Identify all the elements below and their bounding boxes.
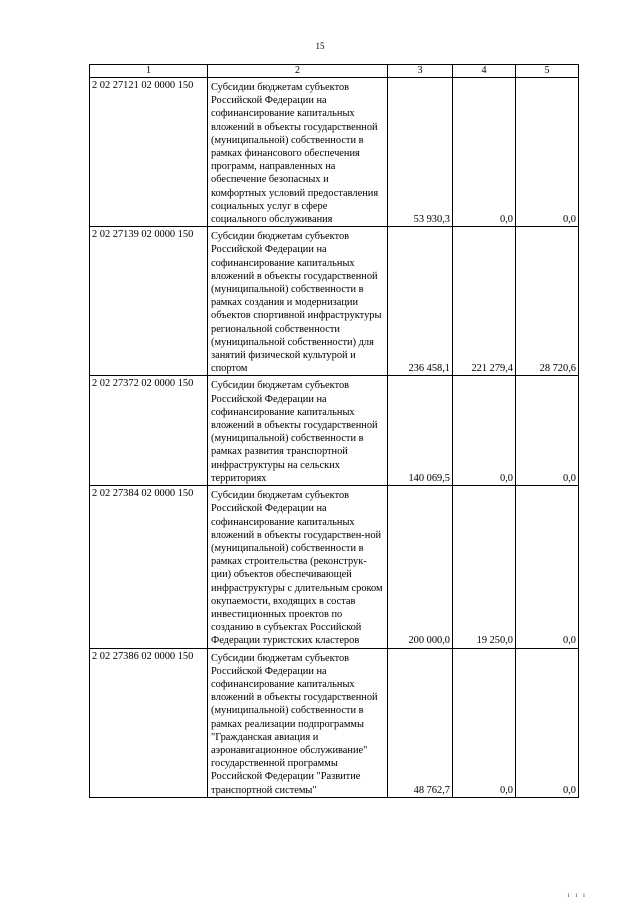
header-col-2: 2 (208, 65, 388, 78)
table-row (90, 78, 579, 227)
amount-col5-cell: 0,0 (516, 486, 579, 648)
header-col-4: 4 (453, 65, 516, 78)
description-cell: Субсидии бюджетам субъектов Российской Федерации на софинансирование капитальных вложений в объекты государствен-ной (муниципальной) собственности в рамках строительства (реконструк-ции) объектов обеспечивающей инфраструктуры с длительным сроком окупаемости, входящих в состав инвестиционных проектов по созданию в субъектах Российской Федерации туристских кластеров (208, 486, 388, 648)
table-row (90, 486, 579, 648)
budget-code-cell: 2 02 27372 02 0000 150 (90, 376, 208, 486)
page-number: 15 (315, 41, 325, 51)
amount-col4-cell: 19 250,0 (453, 486, 516, 648)
header-col-1: 1 (90, 65, 208, 78)
description-cell: Субсидии бюджетам субъектов Российской Федерации на софинансирование капитальных вложений в объекты государственной (муниципальной) собственности в рамках реализации подпрограммы "Гражданская авиация и аэронавигационное обслуживание" государственной программы Российской Федерации "Развитие транспортной системы" (208, 648, 388, 797)
table-row (90, 648, 579, 797)
amount-col3-cell: 140 069,5 (388, 376, 453, 486)
header-row (90, 65, 579, 78)
table-row (90, 376, 579, 486)
budget-code-cell: 2 02 27139 02 0000 150 (90, 227, 208, 376)
amount-col4-cell: 0,0 (453, 78, 516, 227)
description-cell: Субсидии бюджетам субъектов Российской Федерации на софинансирование капитальных вложений в объекты государственной (муниципальной) собственности в рамках создания и модернизации объектов спортивной инфраструктуры региональной собственности (муниципальной собственности) для занятий физической культурой и спортом (208, 227, 388, 376)
header-col-5: 5 (516, 65, 579, 78)
amount-col3-cell: 236 458,1 (388, 227, 453, 376)
amount-col4-cell: 0,0 (453, 376, 516, 486)
header-col-3: 3 (388, 65, 453, 78)
amount-col5-cell: 0,0 (516, 376, 579, 486)
budget-code-cell: 2 02 27384 02 0000 150 (90, 486, 208, 648)
budget-table (89, 64, 579, 798)
budget-code-cell: 2 02 27121 02 0000 150 (90, 78, 208, 227)
amount-col4-cell: 221 279,4 (453, 227, 516, 376)
amount-col5-cell: 0,0 (516, 78, 579, 227)
amount-col5-cell: 28 720,6 (516, 227, 579, 376)
table-row (90, 227, 579, 376)
footer-mark: ı ı ı (567, 891, 587, 899)
description-cell: Субсидии бюджетам субъектов Российской Федерации на софинансирование капитальных вложений в объекты государственной (муниципальной) собственности в рамках развития транспортной инфраструктуры на сельских территориях (208, 376, 388, 486)
amount-col3-cell: 200 000,0 (388, 486, 453, 648)
description-cell: Субсидии бюджетам субъектов Российской Федерации на софинансирование капитальных вложений в объекты государственной (муниципальной) собственности в рамках финансового обеспечения программ, направленных на обеспечение безопасных и комфортных условий предоставления социальных услуг в сфере социального обслуживания (208, 78, 388, 227)
budget-code-cell: 2 02 27386 02 0000 150 (90, 648, 208, 797)
amount-col3-cell: 48 762,7 (388, 648, 453, 797)
amount-col3-cell: 53 930,3 (388, 78, 453, 227)
amount-col5-cell: 0,0 (516, 648, 579, 797)
amount-col4-cell: 0,0 (453, 648, 516, 797)
